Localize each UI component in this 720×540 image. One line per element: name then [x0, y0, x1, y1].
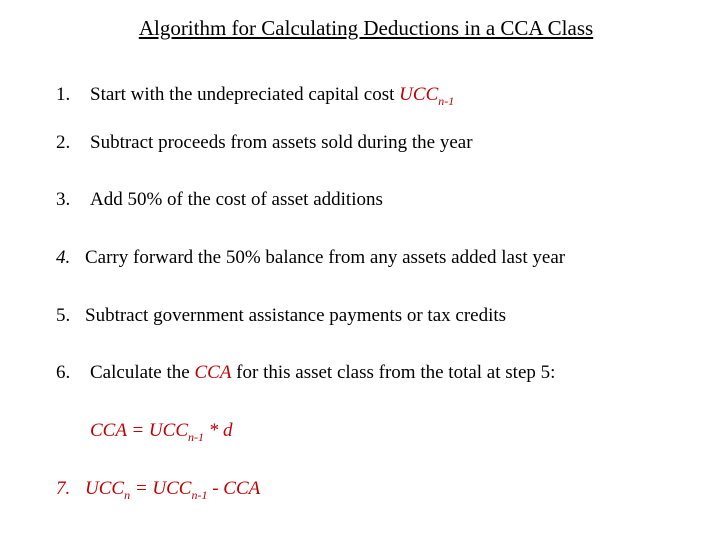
step-text: Carry forward the 50% balance from any assets added last year — [85, 247, 566, 268]
step-5 — [56, 305, 506, 327]
step-number: 4. — [56, 247, 71, 268]
step-number: 3. — [56, 189, 71, 210]
step-text: for this asset class from the total at step 5: — [231, 362, 556, 383]
cca-formula: CCA = $UCC_{n-1}$ * d — [90, 420, 233, 444]
step-2 — [56, 132, 473, 154]
cca-term: CCA — [194, 362, 232, 383]
step-6 — [56, 362, 555, 384]
step-1 — [56, 84, 454, 106]
step-number: 1. — [56, 84, 71, 105]
step-text: Subtract proceeds from assets sold during the year — [90, 132, 473, 153]
step-number: 2. — [56, 132, 71, 153]
step-text: Start with the undepreciated capital cost — [90, 84, 400, 105]
ucc-variable: $UCC_{n-1}$ — [399, 84, 455, 108]
step-number: 7. — [56, 478, 71, 499]
step-text: Calculate the — [90, 362, 195, 383]
step-number: 6. — [56, 362, 71, 383]
step-text: Subtract government assistance payments or tax credits — [85, 305, 507, 326]
step-4 — [56, 247, 565, 269]
step-text: Add 50% of the cost of asset additions — [90, 189, 383, 210]
step-7: 7. $UCC_n = UCC_{n-1}$ - CCA — [56, 478, 261, 502]
page-title: Algorithm for Calculating Deductions in a CCA Class — [138, 16, 594, 40]
step-3 — [56, 189, 383, 211]
step-number: 5. — [56, 305, 71, 326]
